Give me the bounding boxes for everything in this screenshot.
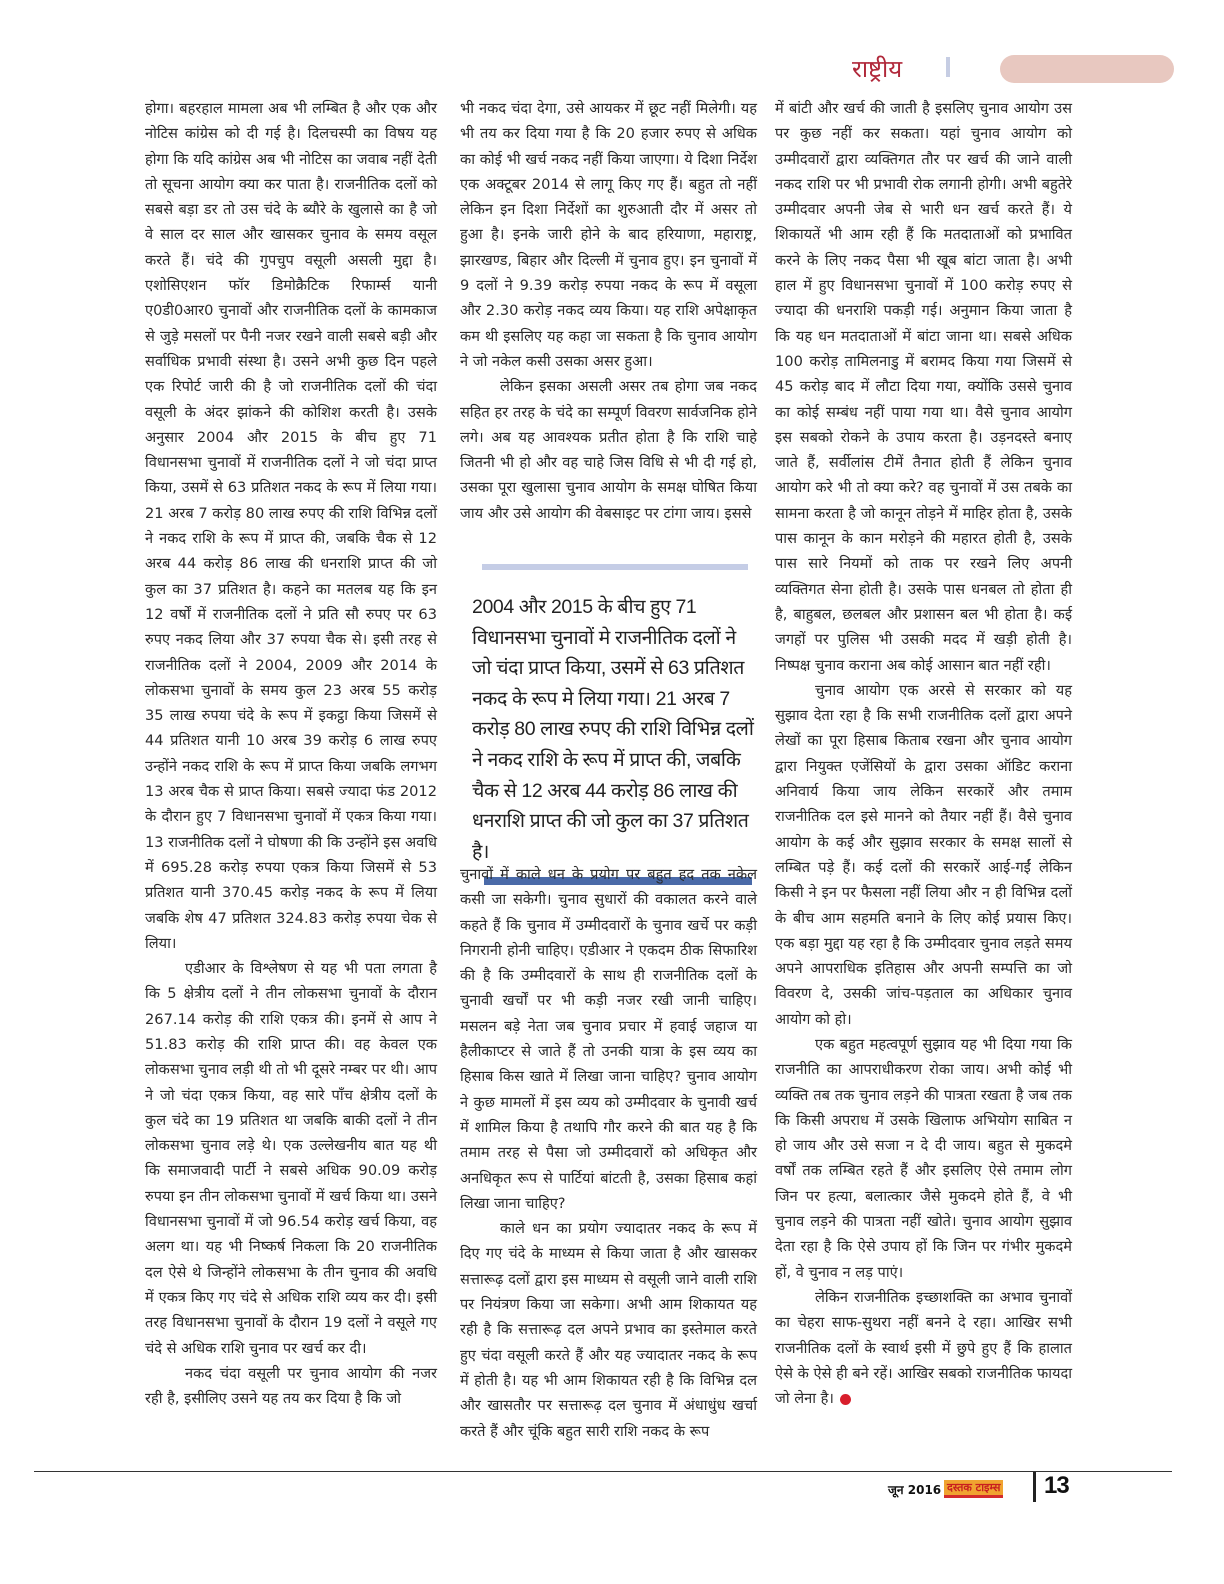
paragraph: एडीआर के विश्लेषण से यह भी पता लगता है कि 5 क्षेत्रीय दलों ने तीन लोकसभा चुनावों के दौरान 267.14 करोड़ की राशि एकत्र की। इनमें से आप ने 51.83 करोड़ की राशि प्राप्त की। वह केवल एक लोकसभा चुनाव लड़ी थी तो भी दूसरे नम्बर पर थी। आप ने जो चंदा एकत्र किया, वह सारे पाँच क्षेत्रीय दलों के कुल चंदे का 19 प्रतिशत था जबकि बाकी दलों ने तीन लोकसभा चुनाव लड़े थे। एक उल्लेखनीय बात यह थी कि समाजवादी पार्टी ने सबसे अधिक 90.09 करोड़ रुपया इन तीन लोकसभा चुनावों में खर्च किया था। उसने विधानसभा चुनावों में जो 96.54 करोड़ खर्च किया, वह अलग था। यह भी निष्कर्ष निकला कि 20 राजनीतिक दल ऐसे थे जिन्होंने लोकसभा के तीन चुनाव की अवधि में एकत्र किए गए चंदे से अधिक राशि व्यय कर दी। इसी तरह विधानसभा चुनावों के दौरान 19 दलों ने वसूले गए चंदे से अधिक राशि चुनाव पर खर्च कर दी। <box>145 960 437 1357</box>
paragraph: में बांटी और खर्च की जाती है इसलिए चुनाव आयोग उस पर कुछ नहीं कर सकता। यहां चुनाव आयोग को उम्मीदवारों द्वारा व्यक्तिगत तौर पर खर्च की जाने वाली नकद राशि पर भी प्रभावी रोक लगानी होगी। अभी बहुतेरे उम्मीदवार अपनी जेब से भारी धन खर्च करते हैं। ये शिकायतें भी आम रही हैं कि मतदाताओं को प्रभावित करने के लिए नकद पैसा भी खूब बांटा जाता है। अभी हाल में हुए विधानसभा चुनावों में 100 करोड़ रुपए से ज्यादा की धनराशि पकड़ी गई। अनुमान किया जाता है कि यह धन मतदाताओं में बांटा जाना था। सबसे अधिक 100 करोड़ तामिलनाडु में बरामद किया गया जिसमें से 45 करोड़ बाद में लौटा दिया गया, क्योंकि उससे चुनाव का कोई सम्बंध नहीं पाया गया था। वैसे चुनाव आयोग इस सबको रोकने के उपाय करता है। उड़नदस्ते बनाए जाते हैं, सर्वीलांस टीमें तैनात होती हैं लेकिन चुनाव आयोग करे भी तो क्या करे? वह चुनावों में उस तबके का सामना करता है जो कानून तोड़ने में माहिर होता है, उसके पास कानून के कान मरोड़ने की महारत होती है, उसके पास सारे नियमों को ताक पर रखने लिए अपनी व्यक्तिगत सेना होती है। उसके पास धनबल तो होता ही है, बाहुबल, छलबल और प्रशासन बल भी होता है। कई जगहों पर पुलिस भी उसकी मदद में खड़ी होती है। निष्पक्ष चुनाव कराना अब कोई आसान बात नहीं रही। <box>775 100 1072 674</box>
paragraph-final <box>775 1285 1072 1411</box>
footer-rule <box>34 1471 1172 1472</box>
paragraph: नकद चंदा वसूली पर चुनाव आयोग की नजर रही है, इसीलिए उसने यह तय कर दिया है कि जो <box>145 1364 437 1408</box>
paragraph-text: लेकिन राजनीतिक इच्छाशक्ति का अभाव चुनावों का चेहरा साफ-सुथरा नहीं बनने दे रहा। आखिर सभी राजनीतिक दलों के स्वार्थ इसी में छुपे हुए हैं कि हालात ऐसे के ऐसे ही बने रहें। आखिर सबको राजनीतिक फायदा जो लेना है। <box>775 1288 1072 1408</box>
issue-date: जून 2016 <box>888 1483 942 1497</box>
footer-divider <box>1033 1472 1036 1502</box>
article-column-1 <box>145 96 437 1411</box>
paragraph: चुनाव आयोग एक अरसे से सरकार को यह सुझाव देता रहा है कि सभी राजनीतिक दलों द्वारा अपने लेखों का पूरा हिसाब किताब रखना और चुनाव आयोग द्वारा नियुक्त एजेंसियों के द्वारा उसका ऑडिट कराना अनिवार्य किया जाय लेकिन सरकारें और तमाम राजनीतिक दल इसे मानने को तैयार नहीं हैं। वैसे चुनाव आयोग के कई और सुझाव सरकार के समक्ष सालों से लम्बित पड़े हैं। कई दलों की सरकारें आई-गईं लेकिन किसी ने इन पर फैसला नहीं लिया और न ही विभिन्न दलों के बीच आम सहमति बनाने के लिए कोई प्रयास किए। एक बड़ा मुद्दा यह रहा है कि उम्मीदवार चुनाव लड़ते समय अपने आपराधिक इतिहास और अपनी सम्पत्ति का जो विवरण दे, उसकी जांच-पड़ताल का अधिकार चुनाव आयोग को हो। <box>775 681 1072 1028</box>
paragraph: काले धन का प्रयोग ज्यादातर नकद के रूप में दिए गए चंदे के माध्यम से किया जाता है और खासकर सत्तारूढ़ दलों द्वारा इस माध्यम से वसूली जाने वाली राशि पर नियंत्रण किया जा सकेगा। अभी आम शिकायत यह रही है कि सत्तारूढ़ दल अपने प्रभाव का इस्तेमाल करते हुए चंदा वसूली करते हैं और यह ज्यादातर नकद के रूप में होती है। यह भी आम शिकायत रही है कि विभिन्न दल और खासतौर पर सत्तारूढ़ दल चुनाव में अंधाधुंध खर्चा करते हैं और चूंकि बहुत सारी राशि नकद के रूप <box>460 1220 757 1440</box>
article-column-3 <box>775 96 1072 1411</box>
section-divider <box>946 57 950 77</box>
end-of-article-icon <box>840 1394 851 1405</box>
article-column-2-continued <box>460 862 757 1444</box>
section-tab-decoration <box>1000 55 1174 83</box>
paragraph: भी नकद चंदा देगा, उसे आयकर में छूट नहीं मिलेगी। यह भी तय कर दिया गया है कि 20 हजार रुपए से अधिक का कोई भी खर्च नकद नहीं किया जाएगा। ये दिशा निर्देश एक अक्टूबर 2014 से लागू किए गए हैं। बहुत तो नहीं लेकिन इन दिशा निर्देशों का शुरुआती दौर में असर तो हुआ है। इनके जारी होने के बाद हरियाणा, महाराष्ट्र, झारखण्ड, बिहार और दिल्ली में चुनाव हुए। इन चुनावों में 9 दलों ने 9.39 करोड़ रुपया नकद के रूप में वसूला और 2.30 करोड़ नकद व्यय किया। यह राशि अपेक्षाकृत कम थी इसलिए यह कहा जा सकता है कि चुनाव आयोग ने जो नकेल कसी उसका असर हुआ। <box>460 100 757 370</box>
paragraph: एक बहुत महत्वपूर्ण सुझाव यह भी दिया गया कि राजनीति का आपराधीकरण रोका जाय। अभी कोई भी व्यक्ति तब तक चुनाव लड़ने की पात्रता रखता है जब तक कि किसी अपराध में उसके खिलाफ अभियोग साबित न हो जाय और उसे सजा न दे दी जाय। बहुत से मुकदमे वर्षों तक लम्बित रहते हैं और इसलिए ऐसे तमाम लोग जिन पर हत्या, बलात्कार जैसे मुकदमे होते हैं, वे भी चुनाव लड़ने की पात्रता नहीं खोते। चुनाव आयोग सुझाव देता रहा है कि ऐसे उपाय हों कि जिन पर गंभीर मुकदमे हों, वे चुनाव न लड़ पाएं। <box>775 1035 1072 1281</box>
page-number: 13 <box>1044 1472 1069 1499</box>
pull-quote <box>462 564 758 885</box>
pull-quote-text: 2004 और 2015 के बीच हुए 71 विधानसभा चुनावों मे राजनीतिक दलों ने जो चंदा प्राप्त किया, उसमें से 63 प्रतिशत नकद के रूप मे लिया गया। 21 अरब 7 करोड़ 80 लाख रुपए की राशि विभिन्न दलों ने नकद राशि के रूप में प्राप्त की, जबकि चैक से 12 अरब 44 करोड़ 86 लाख की धनराशि प्राप्त की जो कुल का 37 प्रतिशत है। <box>472 596 754 863</box>
section-title: राष्ट्रीय <box>852 55 903 83</box>
article-column-2 <box>460 96 757 526</box>
paragraph: होगा। बहरहाल मामला अब भी लम्बित है और एक और नोटिस कांग्रेस को दी गई है। दिलचस्पी का विषय यह होगा कि यदि कांग्रेस अब भी नोटिस का जवाब नहीं देती तो सूचना आयोग क्या कर पाता है। राजनीतिक दलों को सबसे बड़ा डर तो उस चंदे के ब्यौरे के खुलासे का है जो वे साल दर साल और खासकर चुनाव के समय वसूल करते हैं। चंदे की गुपचुप वसूली असली मुद्दा है। एशोसिएशन फॉर डिमोक्रैटिक रिफार्म्स यानी ए0डी0आर0 चुनावों और राजनीतिक दलों के कामकाज से जुड़े मसलों पर पैनी नजर रखने वाली सबसे बड़ी और सर्वाधिक प्रभावी संस्था है। उसने अभी कुछ दिन पहले एक रिपोर्ट जारी की है जो राजनीतिक दलों की चंदा वसूली के अंदर झांकने की कोशिश करती है। उसके अनुसार 2004 और 2015 के बीच हुए 71 विधानसभा चुनावों में राजनीतिक दलों ने जो चंदा प्राप्त किया, उसमें से 63 प्रतिशत नकद के रूप में लिया गया। 21 अरब 7 करोड़ 80 लाख रुपए की राशि विभिन्न दलों ने नकद राशि के रूप में प्राप्त की, जबकि चैक से 12 अरब 44 करोड़ 86 लाख की धनराशि प्राप्त की जो कुल का 37 प्रतिशत है। कहने का मतलब यह कि इन 12 वर्षों में राजनीतिक दलों ने प्रति सौ रुपए पर 63 रुपए नकद लिया और 37 रुपया चैक से। इसी तरह से राजनीतिक दलों ने 2004, 2009 और 2014 के लोकसभा चुनावों के समय कुल 23 अरब 55 करोड़ 35 लाख रुपया चंदे के रूप में इकट्ठा किया जिसमें से 44 प्रतिशत यानी 10 अरब 39 करोड़ 6 लाख रुपए उन्होंने नकद राशि के रूप में प्राप्त किया जबकि लगभग 13 अरब चैक से प्राप्त किया। सबसे ज्यादा फंड 2012 के दौरान हुए 7 विधानसभा चुनावों में एकत्र किया गया। 13 राजनीतिक दलों ने घोषणा की कि उन्होंने इस अवधि में 695.28 करोड़ रुपया एकत्र किया जिसमें से 53 प्रतिशत यानी 370.45 करोड़ नकद के रूप में लिया जबकि शेष 47 प्रतिशत 324.83 करोड़ रुपया चेक से लिया। <box>145 100 437 952</box>
paragraph: लेकिन इसका असली असर तब होगा जब नकद सहित हर तरह के चंदे का सम्पूर्ण विवरण सार्वजनिक होने लगे। अब यह आवश्यक प्रतीत होता है कि राशि चाहे जितनी भी हो और वह चाहे जिस विधि से भी दी गई हो, उसका पूरा खुलासा चुनाव आयोग के समक्ष घोषित किया जाय और उसे आयोग की वेबसाइट पर टांगा जाय। इससे <box>460 378 757 522</box>
magazine-logo: दस्तक टाइम्स <box>944 1480 1003 1498</box>
paragraph: चुनावों में काले धन के प्रयोग पर बहुत हद तक नकेल कसी जा सकेगी। चुनाव सुधारों की वकालत करने वाले कहते हैं कि चुनाव में उम्मीदवारों के चुनाव खर्चे पर कड़ी निगरानी होनी चाहिए। एडीआर ने एकदम ठीक सिफारिश की है कि उम्मीदवारों के साथ ही राजनीतिक दलों के चुनावी खर्चों पर भी कड़ी नजर रखी जानी चाहिए। मसलन बड़े नेता जब चुनाव प्रचार में हवाई जहाज या हैलीकाप्टर से जाते हैं तो उनकी यात्रा के इस व्यय का हिसाब किस खाते में लिखा जाना चाहिए? चुनाव आयोग ने कुछ मामलों में इस व्यय को उम्मीदवार के चुनावी खर्च में शामिल किया है तथापि गौर करने की बात यह है कि तमाम तरह से पैसा जो उम्मीदवारों को अधिकृत और अनधिकृत रूप से पार्टियां बांटती है, उसका हिसाब कहां लिखा जाना चाहिए? <box>460 866 757 1212</box>
